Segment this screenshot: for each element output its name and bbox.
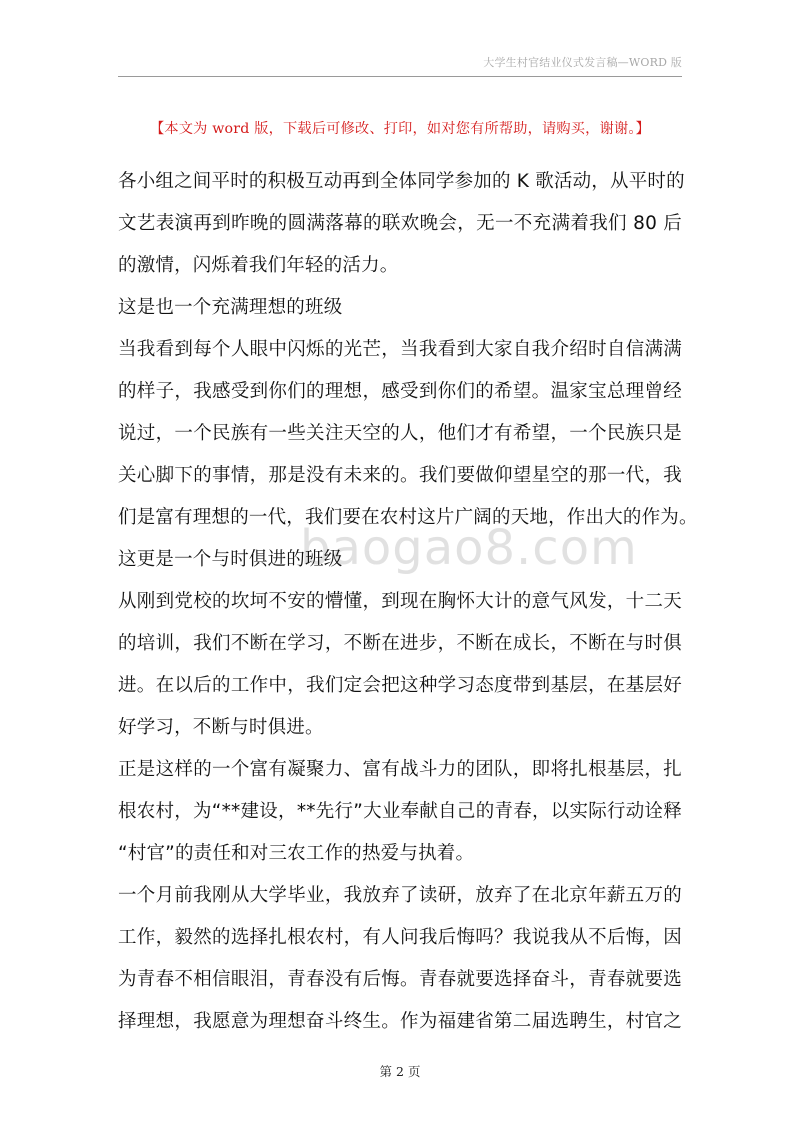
page-number: 第 2 页 (379, 1064, 421, 1079)
body-line: 说过，一个民族有一些关注天空的人，他们才有希望，一个民族只是 (118, 423, 682, 444)
body-line: 的样子，我感受到你们的理想，感受到你们的希望。温家宝总理曾经 (118, 381, 682, 402)
running-header (118, 54, 682, 77)
watermark-text: baogao8.com (300, 520, 638, 576)
document-body (118, 161, 698, 1043)
body-line: 从刚到党校的坎坷不安的懵懂，到现在胸怀大计的意气风发，十二天 (118, 591, 682, 612)
body-line: “村官”的责任和对三农工作的热爱与执着。 (118, 843, 475, 864)
body-line: 各小组之间平时的积极互动再到全体同学参加的 K 歌活动，从平时的 (118, 171, 685, 192)
section-heading: 这是也一个充满理想的班级 (118, 297, 343, 318)
body-line: 为青春不相信眼泪，青春没有后悔。青春就要选择奋斗，青春就要选 (118, 969, 682, 990)
body-line: 的激情，闪烁着我们年轻的活力。 (118, 255, 399, 276)
body-line: 的培训，我们不断在学习，不断在进步，不断在成长，不断在与时俱 (118, 633, 682, 654)
body-line: 工作，毅然的选择扎根农村，有人问我后悔吗？我说我从不后悔，因 (118, 927, 682, 948)
body-line: 好学习，不断与时俱进。 (118, 717, 324, 738)
purchase-notice: 【本文为 word 版，下载后可修改、打印，如对您有所帮助，请购买，谢谢。】 (149, 121, 651, 137)
body-line: 文艺表演再到昨晚的圆满落幕的联欢晚会，无一不充满着我们 80 后 (118, 213, 682, 234)
body-line: 们是富有理想的一代，我们要在农村这片广阔的天地，作出大的作为。 (118, 507, 698, 528)
section-heading: 这更是一个与时俱进的班级 (118, 549, 343, 570)
body-line: 正是这样的一个富有凝聚力、富有战斗力的团队，即将扎根基层，扎 (118, 759, 682, 780)
page-footer (0, 1062, 800, 1080)
header-title: 大学生村官结业仪式发言稿—WORD 版 (483, 56, 682, 69)
body-line: 择理想，我愿意为理想奋斗终生。作为福建省第二届选聘生，村官之 (118, 1011, 682, 1032)
body-line: 一个月前我刚从大学毕业，我放弃了读研，放弃了在北京年薪五万的 (118, 885, 682, 906)
body-line: 关心脚下的事情，那是没有未来的。我们要做仰望星空的那一代，我 (118, 465, 682, 486)
body-line: 进。在以后的工作中，我们定会把这种学习态度带到基层，在基层好 (118, 675, 682, 696)
body-line: 根农村，为“**建设，**先行”大业奉献自己的青春，以实际行动诠释 (118, 801, 682, 822)
body-line: 当我看到每个人眼中闪烁的光芒，当我看到大家自我介绍时自信满满 (118, 339, 682, 360)
